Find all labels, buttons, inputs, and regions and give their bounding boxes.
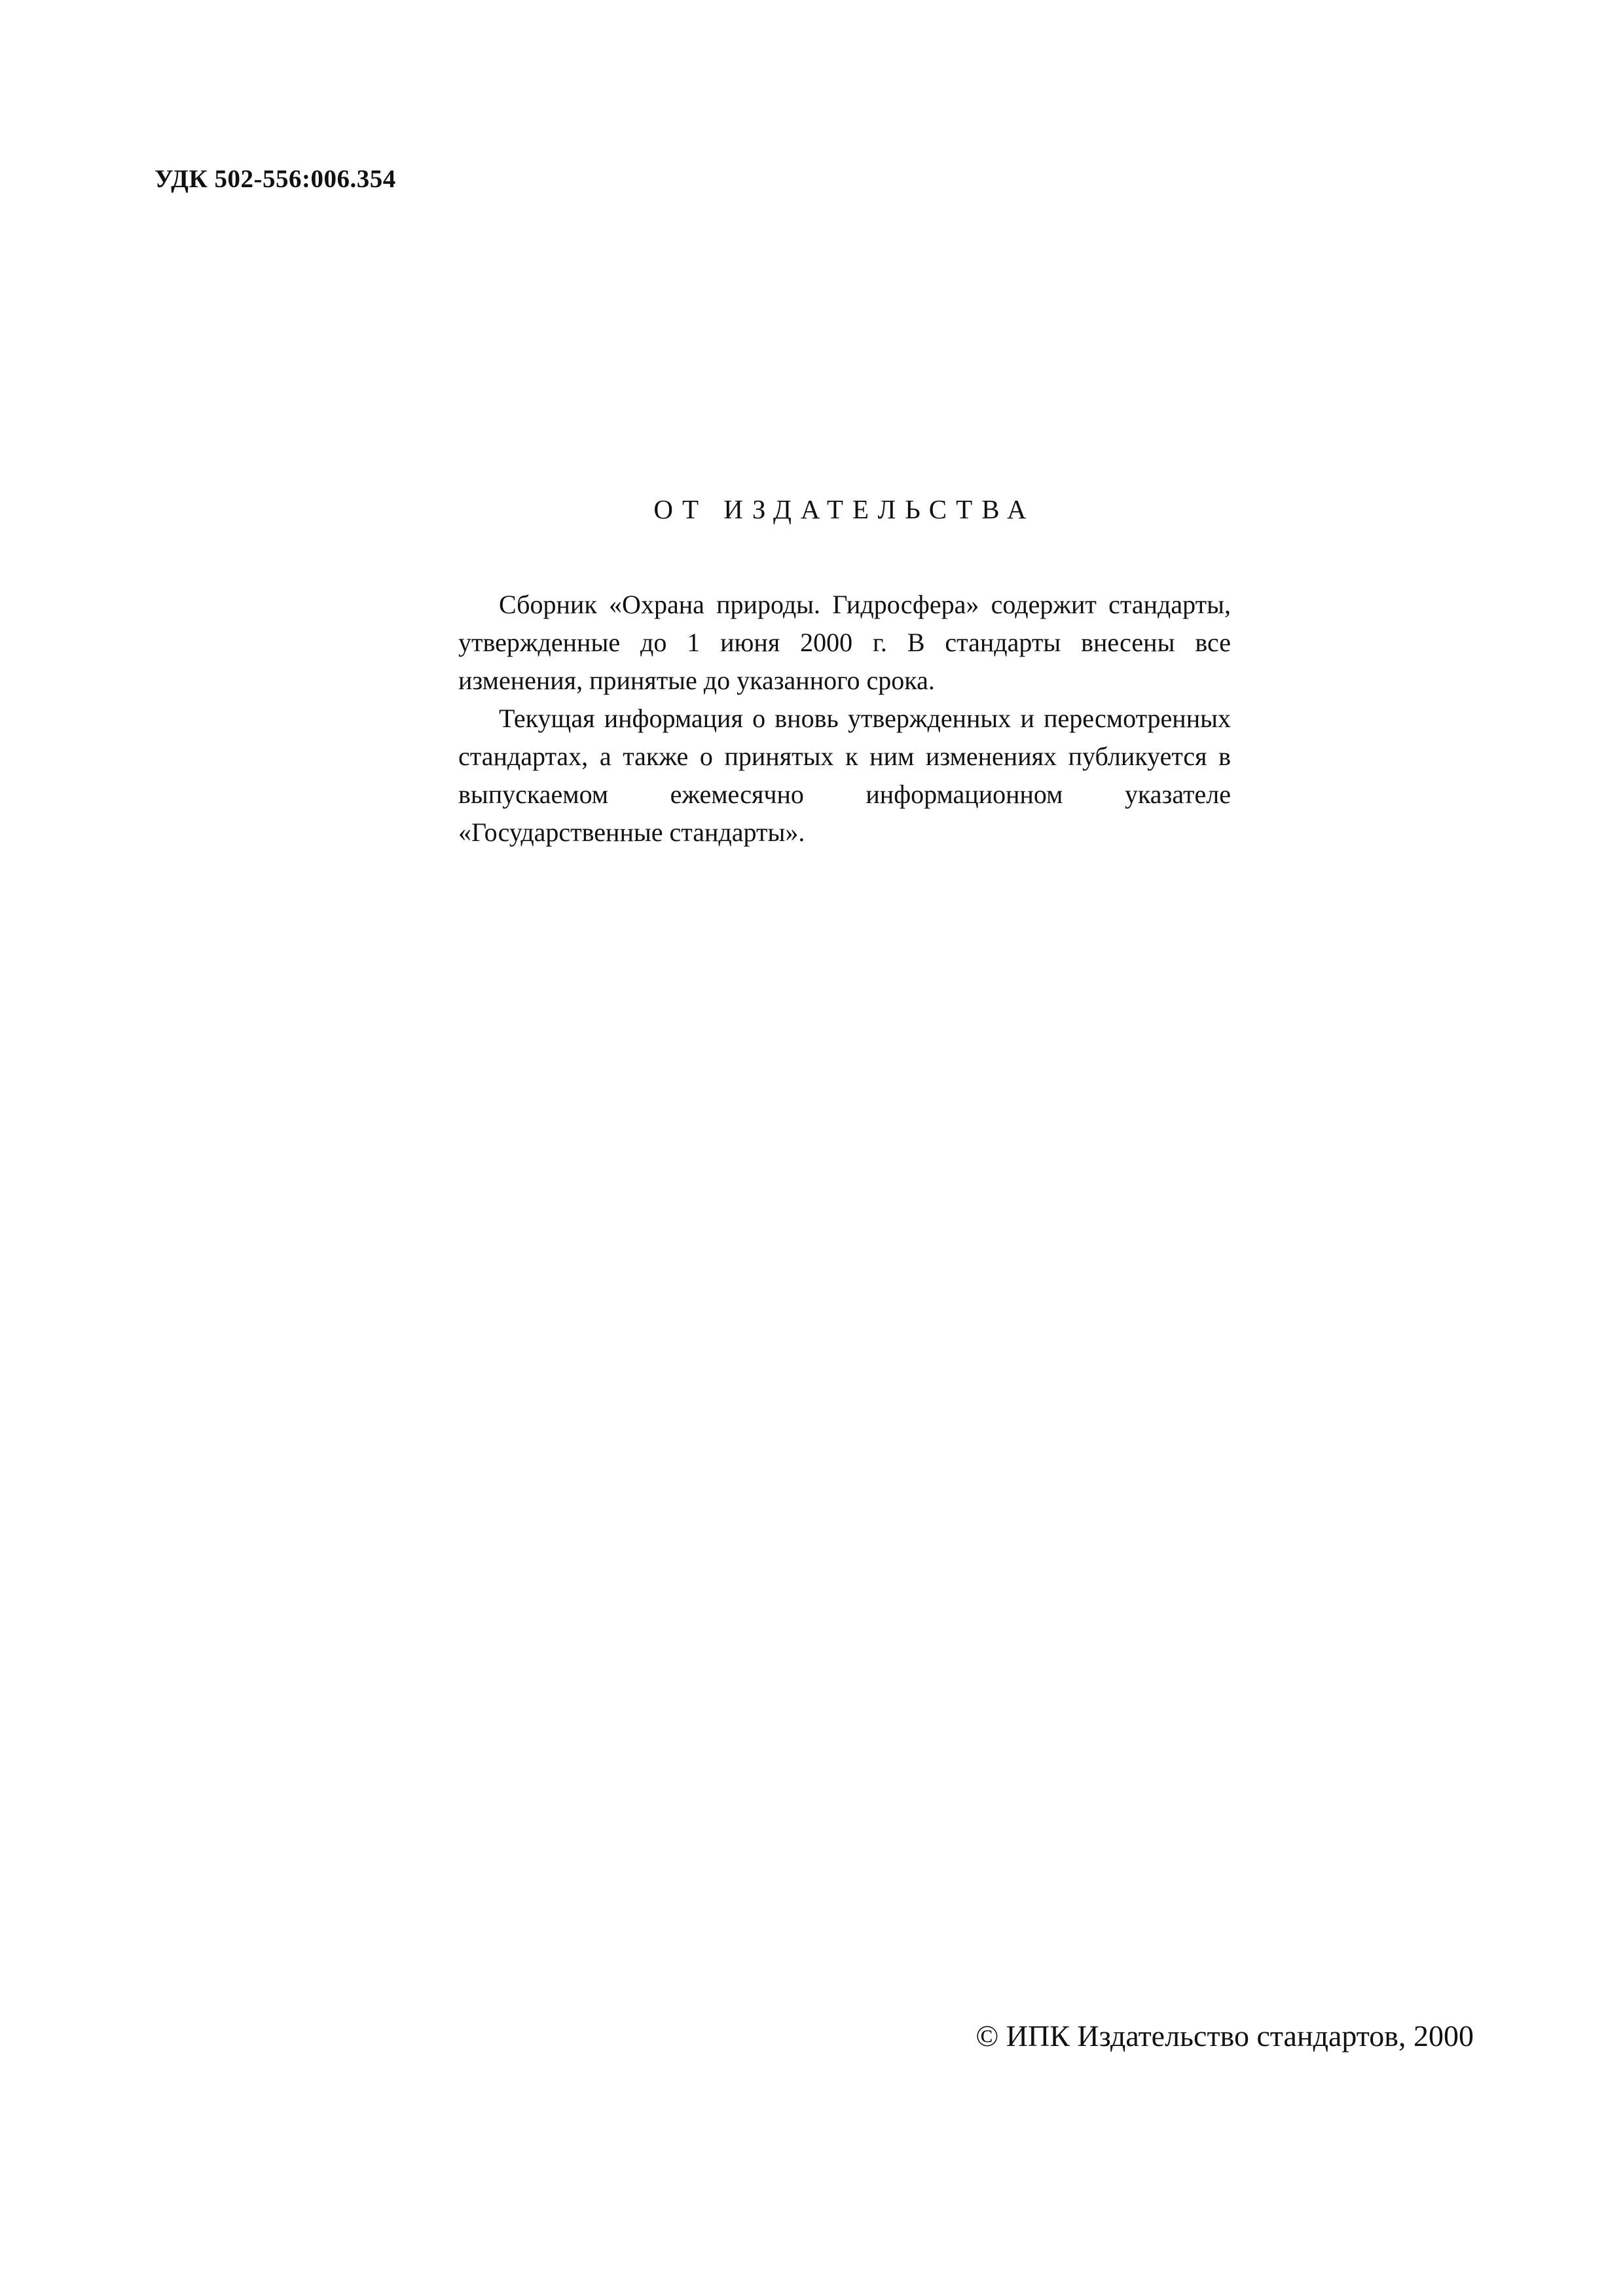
publisher-note	[458, 586, 1231, 852]
section-heading: ОТ ИЗДАТЕЛЬСТВА	[653, 494, 1036, 524]
paragraph-1: Сборник «Охрана природы. Гидросфера» содержит стандарты, утвержденные до 1 июня 2000 г. В стандарты внесены все изменения, принятые до указанного срока.	[458, 590, 1231, 695]
udk-code: УДК 502-556:006.354	[155, 165, 396, 193]
copyright-line: © ИПК Издательство стандартов, 2000	[976, 2019, 1474, 2053]
paragraph-2: Текущая информация о вновь утвержденных и пересмотренных стандартах, а также о принятых к ним изменениях публикуется в выпускаемом ежемесячно информационном указателе «Государственные стандарты».	[458, 704, 1231, 847]
